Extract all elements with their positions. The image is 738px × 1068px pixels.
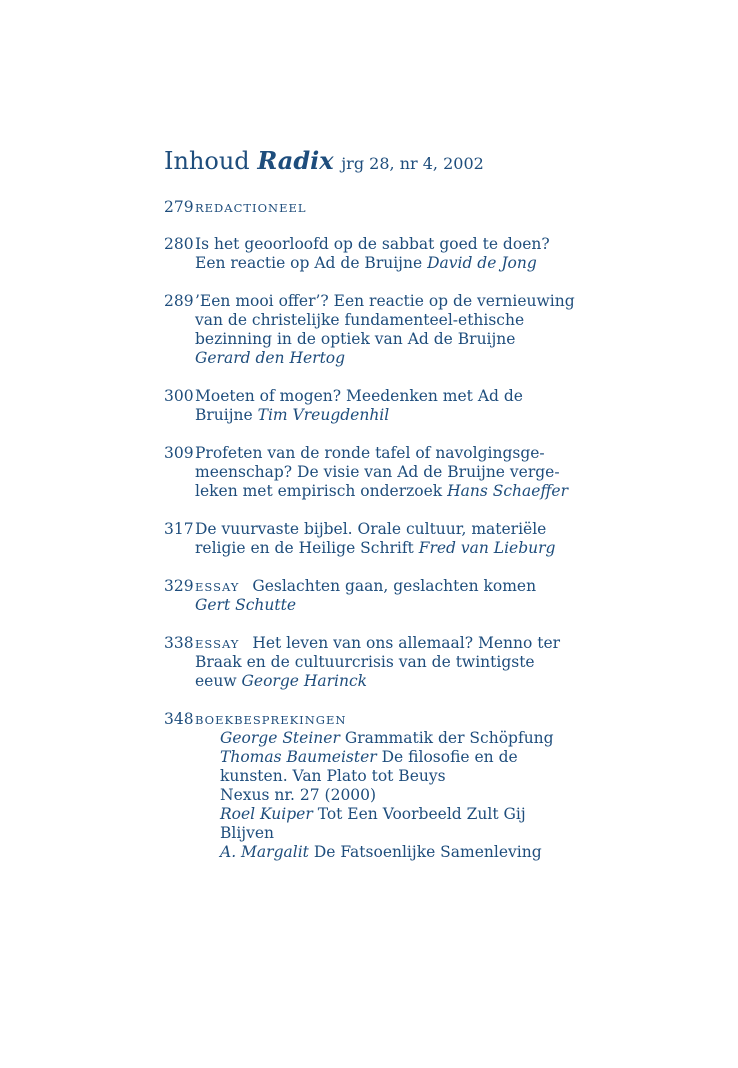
page-number: 338 (164, 634, 194, 652)
entry-title-line: Een reactie op Ad de Bruijne (195, 254, 423, 272)
section-label: REDACTIONEEL (195, 201, 307, 215)
page-title (164, 146, 584, 176)
entry-title-line: leken met empirisch onderzoek (195, 482, 443, 500)
toc-entry-317 (164, 520, 584, 558)
entry-title-line: Bruijne (195, 406, 253, 424)
review-title-continued: Blijven (220, 824, 275, 842)
section-label: ESSAY (195, 637, 240, 651)
review-title: De filosofie en de (381, 748, 518, 766)
review-title: Tot Een Voorbeeld Zult Gij (317, 805, 526, 823)
entry-title-line: Geslachten gaan, geslachten komen (252, 577, 537, 595)
page-number: 329 (164, 577, 194, 595)
table-of-contents (164, 146, 584, 862)
entry-title-line: Het leven van ons allemaal? Menno ter (252, 634, 561, 652)
entry-title-line: De vuurvaste bijbel. Orale cultuur, materiële (195, 520, 547, 538)
review-item (220, 748, 584, 767)
page-number: 309 (164, 444, 194, 462)
entry-title-line: van de christelijke fundamenteel-ethische (195, 311, 525, 329)
page-number: 280 (164, 235, 194, 253)
toc-entry-280 (164, 235, 584, 273)
author-name: Tim Vreugdenhil (257, 406, 390, 424)
review-item (220, 786, 584, 805)
entry-title-line: ’Een mooi offer’? Een reactie op de vernieuwing (195, 292, 575, 310)
entry-title-line: religie en de Heilige Schrift (195, 539, 414, 557)
author-name: David de Jong (427, 254, 537, 272)
author-name: George Harinck (241, 672, 368, 690)
entry-title-line: bezinning in de optiek van Ad de Bruijne (195, 330, 516, 348)
entry-title-line: Moeten of mogen? Meedenken met Ad de (195, 387, 523, 405)
review-item (220, 805, 584, 824)
page-number: 300 (164, 387, 194, 405)
toc-entry-289 (164, 292, 584, 368)
review-author: Roel Kuiper (220, 805, 313, 823)
review-author: George Steiner (220, 729, 340, 747)
author-name: Fred van Lieburg (418, 539, 556, 557)
author-name: Gerard den Hertog (195, 349, 346, 367)
entry-title-line: meenschap? De visie van Ad de Bruijne verge- (195, 463, 560, 481)
section-label: ESSAY (195, 580, 240, 594)
author-name: Hans Schaeffer (447, 482, 569, 500)
title-prefix: Inhoud (164, 147, 250, 175)
toc-entry-348 (164, 710, 584, 862)
toc-entry-329 (164, 577, 584, 615)
journal-name: Radix (257, 146, 334, 175)
review-title-continued: kunsten. Van Plato tot Beuys (220, 767, 446, 785)
entry-title-line: eeuw (195, 672, 237, 690)
toc-entry-300 (164, 387, 584, 425)
review-author: Thomas Baumeister (220, 748, 377, 766)
entry-title-line: Is het geoorloofd op de sabbat goed te doen? (195, 235, 550, 253)
page-number: 289 (164, 292, 194, 310)
page-number: 317 (164, 520, 194, 538)
toc-entry-279 (164, 198, 584, 217)
review-author: A. Margalit (220, 843, 309, 861)
page-number: 279 (164, 198, 194, 216)
review-title: Nexus nr. 27 (2000) (220, 786, 377, 804)
entry-title-line: Braak en de cultuurcrisis van de twintigste (195, 653, 535, 671)
toc-entry-338 (164, 634, 584, 691)
author-name: Gert Schutte (195, 596, 297, 614)
page-number: 348 (164, 710, 194, 728)
section-label: BOEKBESPREKINGEN (195, 713, 347, 727)
book-reviews-list (220, 729, 584, 862)
review-title: Grammatik der Schöpfung (344, 729, 554, 747)
toc-entry-309 (164, 444, 584, 501)
review-title: De Fatsoenlijke Samenleving (313, 843, 542, 861)
issue-info: jrg 28, nr 4, 2002 (341, 154, 484, 173)
review-item (220, 729, 584, 748)
review-item (220, 843, 584, 862)
entry-title-line: Profeten van de ronde tafel of navolgingsge- (195, 444, 545, 462)
